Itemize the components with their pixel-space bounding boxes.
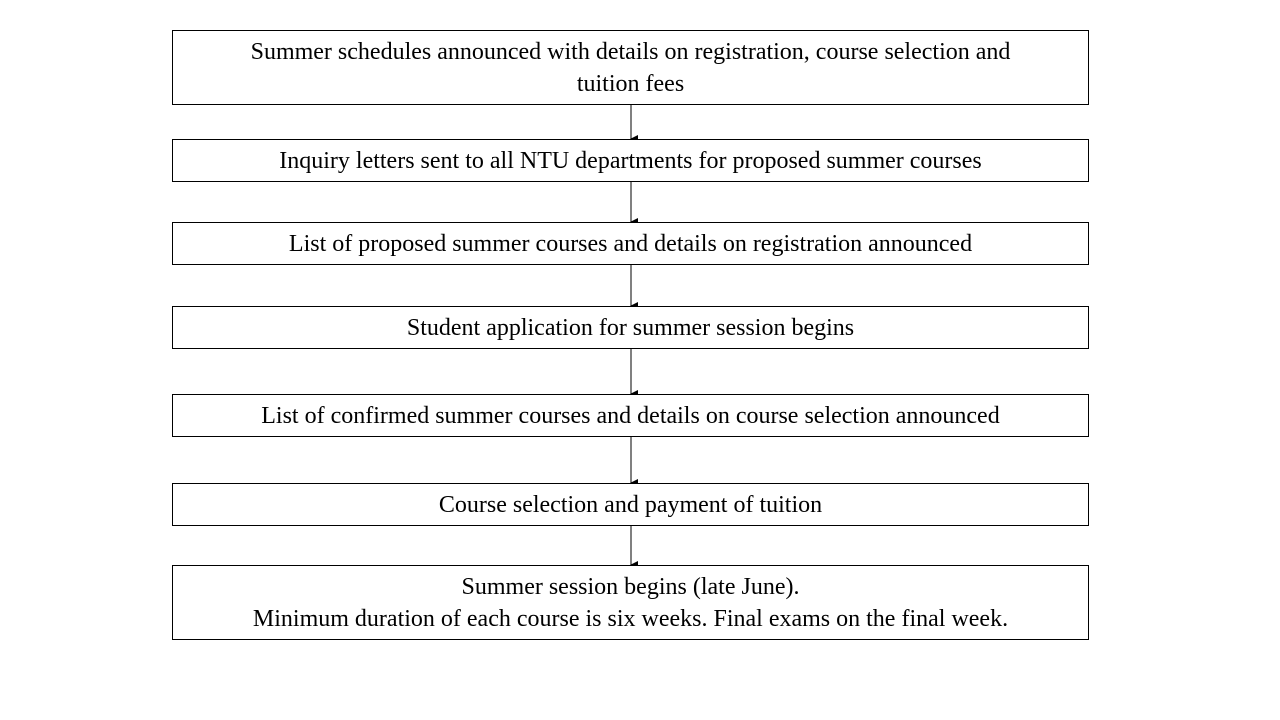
step-text: Inquiry letters sent to all NTU departments for proposed summer courses — [279, 147, 982, 174]
step-text: List of proposed summer courses and details on registration announced — [288, 230, 973, 257]
step-text: Course selection and payment of tuition — [438, 491, 823, 518]
step-box-inquiry-letters — [172, 139, 1089, 182]
step-text: Student application for summer session begins — [406, 314, 855, 341]
step-box-confirmed-courses — [172, 394, 1089, 437]
step-text: Minimum duration of each course is six weeks. Final exams on the final week. — [252, 605, 1009, 632]
step-box-schedules-announced — [172, 30, 1089, 105]
step-box-proposed-courses — [172, 222, 1089, 265]
step-text: tuition fees — [576, 70, 685, 97]
step-box-course-selection — [172, 483, 1089, 526]
step-box-session-begins — [172, 565, 1089, 640]
step-box-student-application — [172, 306, 1089, 349]
step-text: Summer session begins (late June). — [461, 573, 800, 600]
step-text: List of confirmed summer courses and details on course selection announced — [261, 402, 1000, 429]
step-text: Summer schedules announced with details on registration, course selection and — [250, 38, 1011, 65]
